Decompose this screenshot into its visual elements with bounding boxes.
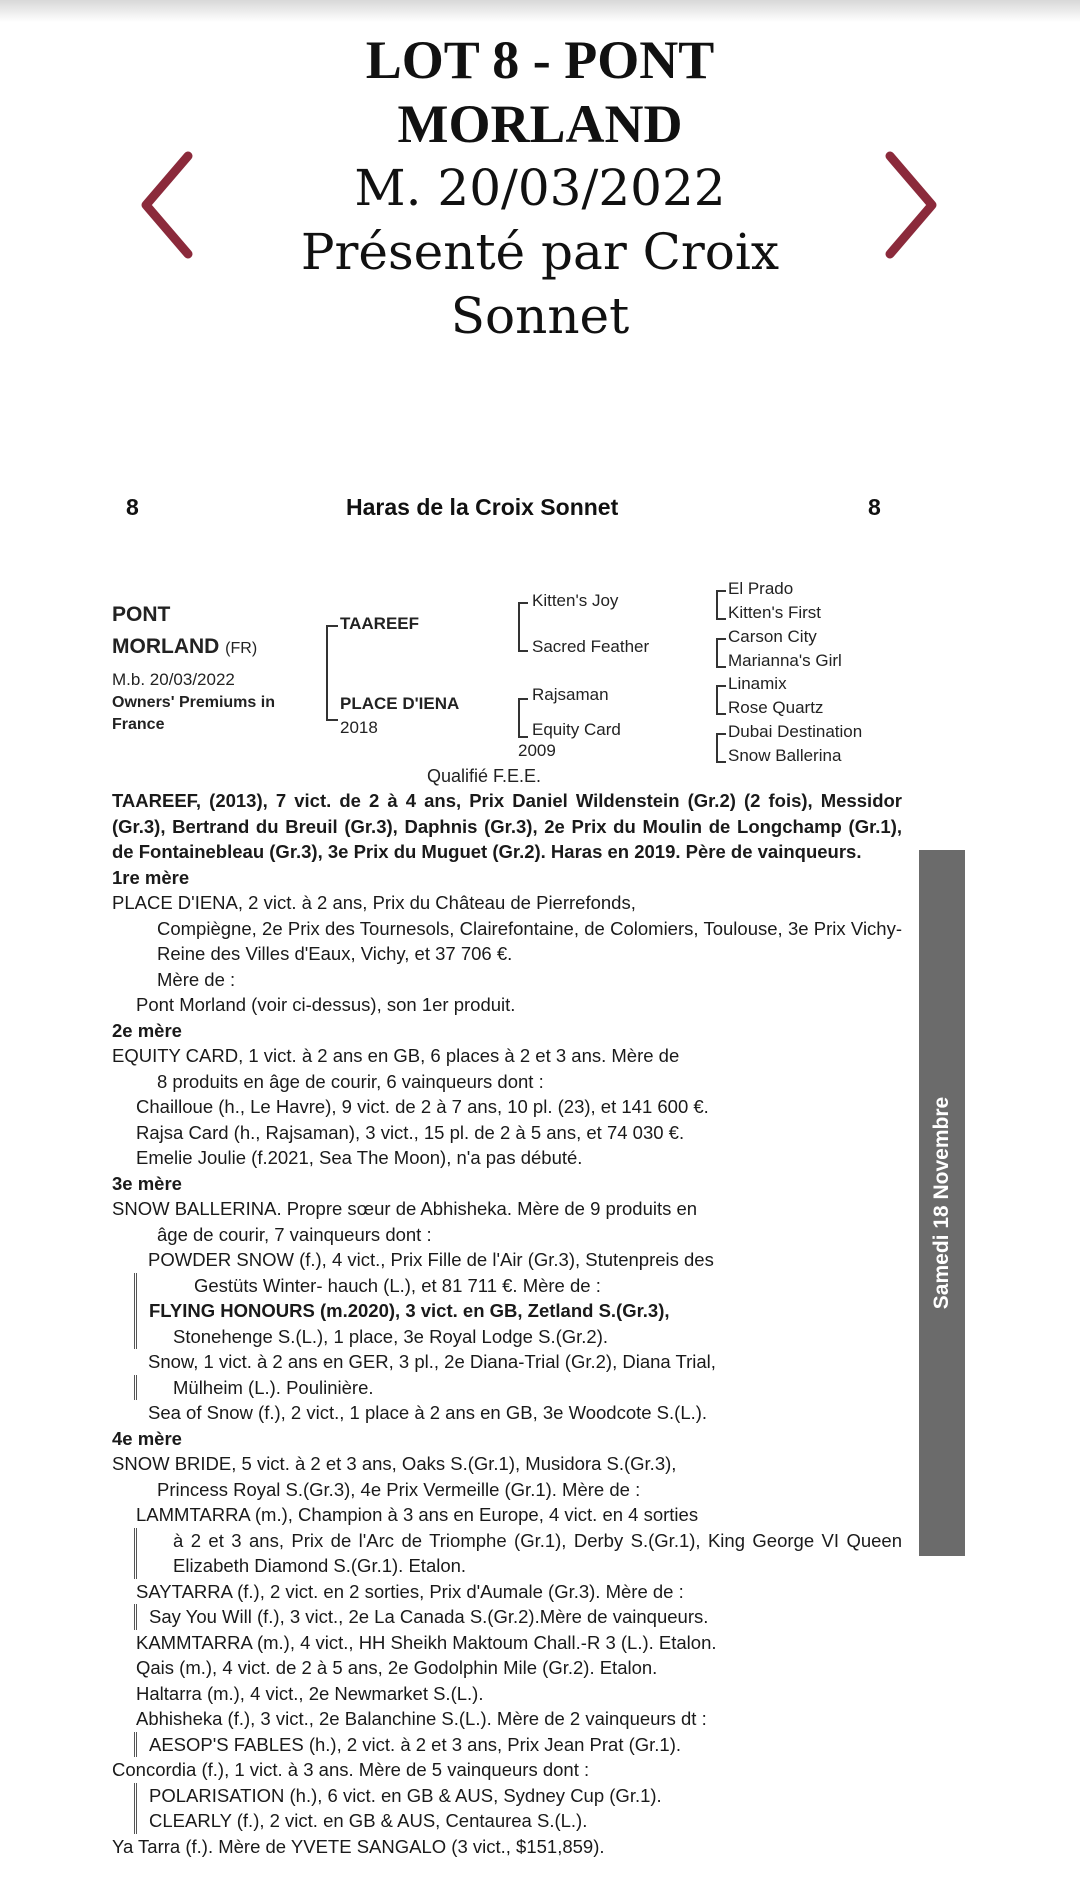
second-dam-winner-2: Rajsa Card (h., Rajsaman), 3 vict., 15 pl. de 2 à 5 ans, et 74 030 €.	[136, 1121, 685, 1143]
fourth-dam-sub-2	[134, 1604, 902, 1630]
catalog-header: Haras de la Croix Sonnet	[346, 494, 619, 520]
fourth-dam-winner-3: KAMMTARRA (m.), 4 vict., HH Sheikh Maktoum Chall.-R 3 (L.). Etalon.	[136, 1631, 717, 1653]
top-shadow	[0, 0, 1080, 22]
fourth-dam-winner-6: Abhisheka (f.), 3 vict., 2e Balanchine S.(L.). Mère de 2 vainqueurs dt :	[136, 1708, 707, 1729]
pedigree-bracket-1	[326, 625, 338, 721]
third-dam-produce: âge de courir, 7 vainqueurs dont :	[157, 1223, 432, 1245]
fourth-dam-winner-2: SAYTARRA (f.), 2 vict. en 2 sorties, Prix d'Aumale (Gr.3). Mère de :	[136, 1580, 684, 1602]
horse-name-row	[112, 635, 257, 659]
lot-title	[250, 28, 830, 348]
gs-3: Carson City	[728, 627, 817, 646]
chevron-left-icon	[136, 150, 196, 260]
fourth-dam-sub-3	[134, 1732, 902, 1758]
fourth-dam-sub-1	[134, 1528, 902, 1579]
horse-name-2: MORLAND	[112, 635, 220, 658]
lot-description	[112, 788, 902, 1859]
dam-name: PLACE D'IENA	[340, 694, 460, 713]
third-dam-winner-2: Snow, 1 vict. à 2 ans en GER, 3 pl., 2e Diana-Trial (Gr.2), Diana Trial,	[148, 1351, 716, 1372]
fourth-dam-produce-8: Ya Tarra (f.). Mère de YVETE SANGALO (3 vict., $151,859).	[112, 1835, 605, 1857]
sire-name: TAAREEF	[340, 614, 420, 633]
fourth-dam-grandchild-4: CLEARLY (f.), 2 vict. en GB & AUS, Centaurea S.(L.).	[149, 1810, 588, 1831]
third-dam-sub-1	[134, 1273, 902, 1350]
fourth-dam-grandchild: Say You Will (f.), 3 vict., 2e La Canada S.(Gr.2).Mère de vainqueurs.	[149, 1606, 709, 1627]
dam-dam-year: 2009	[518, 741, 556, 760]
gs-7: Dubai Destination	[728, 722, 863, 741]
gs-5: Linamix	[728, 674, 787, 693]
fourth-dam-winner-1-cont: à 2 et 3 ans, Prix de l'Arc de Triomphe (Gr.1), Derby S.(Gr.1), King George VI Queen Elizabeth Diamond S.(Gr.1). Etalon.	[173, 1529, 902, 1576]
first-dam-heading: 1re mère	[112, 866, 190, 888]
pedigree-bracket-7	[716, 733, 726, 763]
third-dam-winner-3: Sea of Snow (f.), 2 vict., 1 place à 2 ans en GB, 3e Woodcote S.(L.).	[148, 1402, 708, 1423]
previous-lot-button[interactable]	[136, 150, 196, 260]
third-dam-winner-1: POWDER SNOW (f.), 4 vict., Prix Fille de l'Air (Gr.3), Stutenpreis des	[148, 1249, 714, 1270]
qualifie: Qualifié F.E.E.	[427, 766, 542, 786]
fourth-dam-heading: 4e mère	[112, 1427, 182, 1449]
gs-2: Kitten's First	[728, 603, 821, 622]
fourth-dam-line: SNOW BRIDE, 5 vict. à 2 et 3 ans, Oaks S.(Gr.1), Musidora S.(Gr.3),	[112, 1453, 677, 1474]
dam-sire: Rajsaman	[532, 685, 609, 704]
fourth-dam-grandchild-3: POLARISATION (h.), 6 vict. en GB & AUS, Sydney Cup (Gr.1).	[149, 1784, 662, 1806]
second-dam-line: EQUITY CARD, 1 vict. à 2 ans en GB, 6 places à 2 et 3 ans. Mère de	[112, 1045, 680, 1066]
gs-4: Marianna's Girl	[728, 651, 842, 670]
title-date: M. 20/03/2022	[354, 159, 726, 217]
dam-dam: Equity Card	[532, 720, 621, 739]
first-dam-record: Compiègne, 2e Prix des Tournesols, Clairefontaine, de Colomiers, Toulouse, 3e Prix Vichy-Reine des Villes d'Eaux, Vichy, et 37 706 €.	[157, 917, 902, 964]
pedigree-bracket-6	[716, 685, 726, 715]
horse-desc: M.b. 20/03/2022	[112, 670, 235, 689]
date-side-tab	[919, 850, 965, 1556]
fourth-dam-record: Princess Royal S.(Gr.3), 4e Prix Vermeille (Gr.1). Mère de :	[157, 1478, 641, 1500]
third-dam-sub-2	[134, 1375, 902, 1401]
sire-record: TAAREEF, (2013), 7 vict. de 2 à 4 ans, Prix Daniel Wildenstein (Gr.2) (2 fois), Messidor (Gr.3), Bertrand du Breuil (Gr.3), Daphnis (Gr.3), 2e Prix du Moulin de Longchamp (Gr.1), de Fontainebleau (Gr.3), 3e Prix du Muguet (Gr.2). Haras en 2019. Père de vainqueurs.	[112, 790, 902, 862]
third-dam-line: SNOW BALLERINA. Propre sœur de Abhisheka. Mère de 9 produits en	[112, 1198, 698, 1219]
date-side-tab-label: Samedi 18 Novembre	[930, 1096, 953, 1310]
fourth-dam-winner-1: LAMMTARRA (m.), Champion à 3 ans en Europe, 4 vict. en 4 sorties	[136, 1504, 699, 1525]
third-dam-grandson: FLYING HONOURS (m.2020), 3 vict. en GB, Zetland S.(Gr.3),	[149, 1300, 670, 1321]
third-dam-winner-2-cont: Mülheim (L.). Poulinière.	[173, 1376, 374, 1398]
lot-number-left: 8	[126, 494, 139, 520]
sire-sire: Kitten's Joy	[532, 591, 619, 610]
first-dam-line: PLACE D'IENA, 2 vict. à 2 ans, Prix du Château de Pierrefonds,	[112, 892, 636, 913]
first-dam-produce: Pont Morland (voir ci-dessus), son 1er produit.	[136, 994, 516, 1015]
fourth-dam-winner-4: Qais (m.), 4 vict. de 2 à 5 ans, 2e Godolphin Mile (Gr.2). Etalon.	[136, 1657, 658, 1678]
gs-8: Snow Ballerina	[728, 746, 842, 765]
chevron-right-icon	[882, 150, 942, 260]
third-dam-grandson-cont: Stonehenge S.(L.), 1 place, 3e Royal Lodge S.(Gr.2).	[173, 1325, 609, 1347]
next-lot-button[interactable]	[882, 150, 942, 260]
pedigree-bracket-2	[518, 602, 528, 652]
second-dam-produce: 8 produits en âge de courir, 6 vainqueurs dont :	[157, 1070, 544, 1092]
pedigree-bracket-4	[716, 590, 726, 620]
title-line-2: MORLAND	[397, 94, 683, 154]
pedigree-bracket-3	[518, 698, 528, 738]
pedigree-bracket-5	[716, 638, 726, 668]
first-dam-mother-of: Mère de :	[157, 968, 236, 990]
second-dam-winner-3: Emelie Joulie (f.2021, Sea The Moon), n'a pas débuté.	[136, 1147, 583, 1168]
second-dam-winner-1: Chailloue (h., Le Havre), 9 vict. de 2 à 7 ans, 10 pl. (23), et 141 600 €.	[136, 1096, 709, 1117]
horse-name-1: PONT	[112, 603, 171, 626]
dam-year: 2018	[340, 718, 378, 737]
fourth-dam-produce-7: Concordia (f.), 1 vict. à 3 ans. Mère de 5 vainqueurs dont :	[112, 1759, 590, 1780]
fourth-dam-winner-5: Haltarra (m.), 4 vict., 2e Newmarket S.(L.).	[136, 1682, 484, 1704]
third-dam-heading: 3e mère	[112, 1172, 182, 1194]
gs-1: El Prado	[728, 579, 794, 598]
horse-country: (FR)	[225, 640, 258, 657]
fourth-dam-sub-4	[134, 1783, 902, 1834]
fourth-dam-grandchild-2: AESOP'S FABLES (h.), 2 vict. à 2 et 3 ans, Prix Jean Prat (Gr.1).	[149, 1733, 682, 1755]
third-dam-winner-1-cont: Gestüts Winter- hauch (L.), et 81 711 €. Mère de :	[194, 1274, 601, 1296]
title-line-1: LOT 8 - PONT	[365, 30, 715, 90]
second-dam-heading: 2e mère	[112, 1019, 182, 1041]
title-presenter-2: Sonnet	[450, 287, 630, 345]
sire-dam: Sacred Feather	[532, 637, 650, 656]
premiums-2: France	[112, 716, 165, 733]
premiums-1: Owners' Premiums in	[112, 694, 275, 711]
lot-number-right: 8	[868, 494, 881, 520]
title-presenter-1: Présenté par Croix	[300, 223, 780, 281]
gs-6: Rose Quartz	[728, 698, 824, 717]
